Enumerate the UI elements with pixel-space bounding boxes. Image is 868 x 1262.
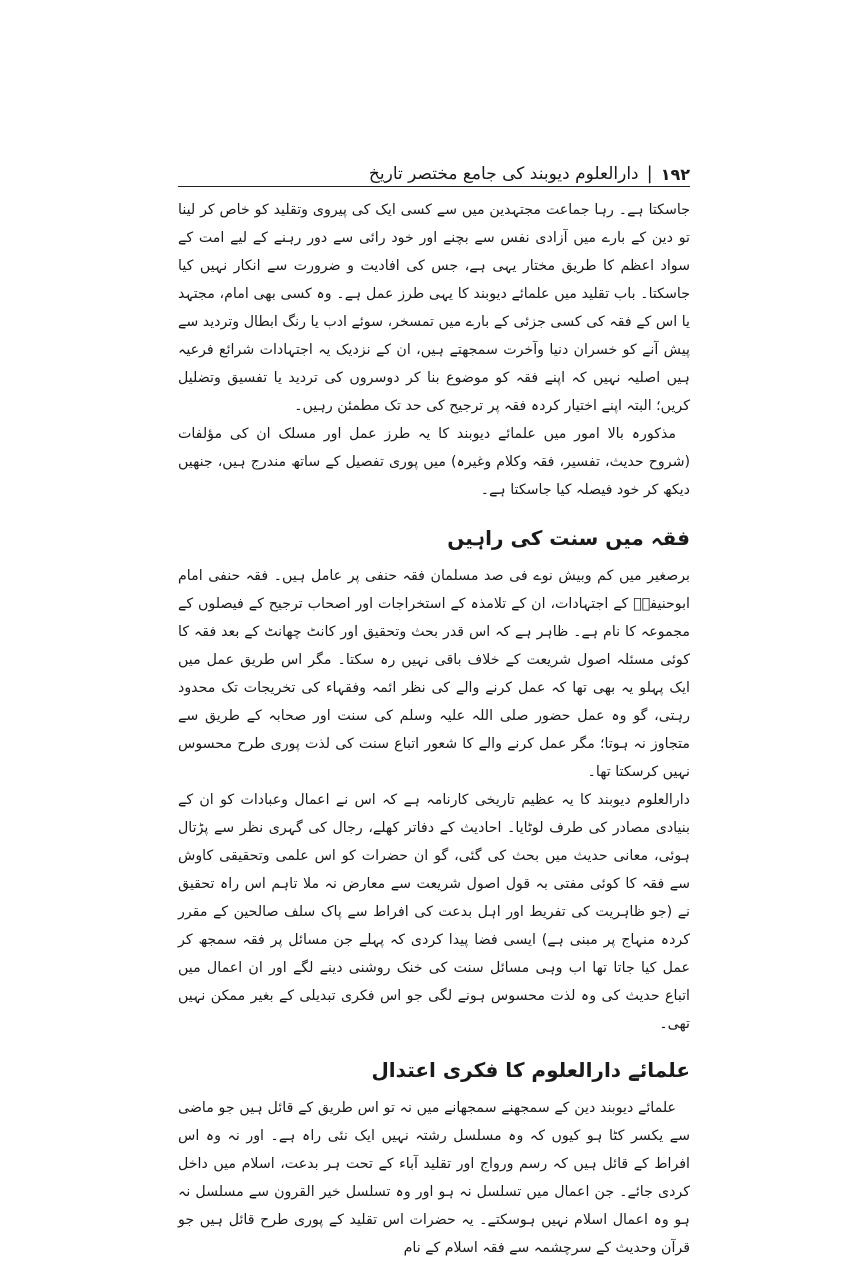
body-paragraph: دارالعلوم دیوبند کا یہ عظیم تاریخی کارنامہ ہے کہ اس نے اعمال وعبادات کو ان کے بنیادی مصادر کی طرف لوٹایا۔ احادیث کے دفاتر کھلے، رجال کی گہری نظر سے پڑتال ہوئی، معانی حدیث میں بحث کی گئی، گو ان حضرات کو اس علمی وتحقیقی کاوش سے فقہ کا کوئی مفتی بہ قول اصول شریعت سے معارض نہ ملا تاہم اس راہ تحقیق نے (جو ظاہریت کی تفریط اور اہل بدعت کی افراط سے پاک سلف صالحین کے مقرر کردہ منہاج پر مبنی ہے) ایسی فضا پیدا کردی کہ پہلے جن مسائل پر فقہ سمجھ کر عمل کیا جاتا تھا اب وہی مسائل سنت کی خنک روشنی دینے لگے اور ان اعمال میں اتباع حدیث کی وہ لذت محسوس ہونے لگی جو اس فکری تبدیلی کے بغیر ممکن نہیں تھی۔: [178, 792, 690, 1032]
header-separator: |: [646, 163, 653, 184]
section-heading: فقہ میں سنت کی راہیں: [447, 526, 690, 550]
header-rule: [178, 186, 690, 187]
body-paragraph: برصغیر میں کم وبیش نوے فی صد مسلمان فقہ حنفی پر عامل ہیں۔ فقہ حنفی امام ابوحنیفہؒ کے اجتہادات، ان کے تلامذہ کے استخراجات اور اصحاب ترجیح کے فیصلوں کے مجموعہ کا نام ہے۔ ظاہر ہے کہ اس قدر بحث وتحقیق اور کانٹ چھانٹ کے بعد فقہ کا کوئی مسئلہ اصول شریعت کے خلاف باقی نہیں رہ سکتا۔ مگر اس طریق عمل میں ایک پہلو یہ بھی تھا کہ عمل کرنے والے کی نظر ائمہ وفقہاء کی تخریجات تک محدود رہتی، گو وہ عمل حضور صلی اللہ علیہ وسلم کی سنت اور صحابہ کے طریق سے متجاوز نہ ہوتا؛ مگر عمل کرنے والے کا شعور اتباع سنت کی لذت پوری طرح محسوس نہیں کرسکتا تھا۔: [178, 568, 690, 780]
body-paragraph: مذکورہ بالا امور میں علمائے دیوبند کا یہ طرز عمل اور مسلک ان کی مؤلفات (شروح حدیث، تفسیر، فقہ وکلام وغیرہ) میں پوری تفصیل کے ساتھ مندرج ہیں، جنھیں دیکھ کر خود فیصلہ کیا جاسکتا ہے۔: [178, 426, 690, 498]
section-heading: علمائے دارالعلوم کا فکری اعتدال: [371, 1058, 690, 1082]
page-body: [178, 196, 690, 1262]
body-paragraph: جاسکتا ہے۔ رہا جماعت مجتہدین میں سے کسی ایک کی پیروی وتقلید کو خاص کر لینا تو دین کے بارے میں آزادی نفس سے بچنے اور خود رائی سے دور رہنے کے لیے امت کے سواد اعظم کا طریق مختار یہی ہے، جس کی افادیت و ضرورت سے انکار نہیں کیا جاسکتا۔ باب تقلید میں علمائے دیوبند کا یہی طرز عمل ہے۔ وہ کسی بھی امام، مجتہد یا اس کے فقہ کی کسی جزئی کے بارے میں تمسخر، سوئے ادب یا رنگ ابطال وتردید سے پیش آنے کو خسران دنیا وآخرت سمجھتے ہیں، ان کے نزدیک یہ اجتہادات شرائع فرعیہ ہیں اصلیہ نہیں کہ اپنے فقہ کو موضوع بنا کر دوسروں کی تردید یا تفسیق وتضلیل کریں؛ البتہ اپنے اختیار کردہ فقہ پر ترجیح کی حد تک مطمئن رہیں۔: [178, 202, 690, 414]
page-number: ۱۹۲: [660, 165, 690, 184]
running-title: دارالعلوم دیوبند کی جامع مختصر تاریخ: [368, 164, 639, 184]
body-paragraph: علمائے دیوبند دین کے سمجھنے سمجھانے میں نہ تو اس طریق کے قائل ہیں جو ماضی سے یکسر کٹا ہو کیوں کہ وہ مسلسل رشتہ نہیں ایک نئی راہ ہے۔ اور نہ وہ اس افراط کے قائل ہیں کہ رسم ورواج اور تقلید آباء کے تحت ہر بدعت، اسلام میں داخل کردی جائے۔ جن اعمال میں تسلسل نہ ہو اور وہ تسلسل خیر القرون سے مسلسل نہ ہو وہ اعمال اسلام نہیں ہوسکتے۔ یہ حضرات اس تقلید کے پوری طرح قائل ہیں جو قرآن وحدیث کے سرچشمہ سے فقہ اسلام کے نام: [178, 1100, 690, 1256]
page-header: [178, 150, 690, 184]
